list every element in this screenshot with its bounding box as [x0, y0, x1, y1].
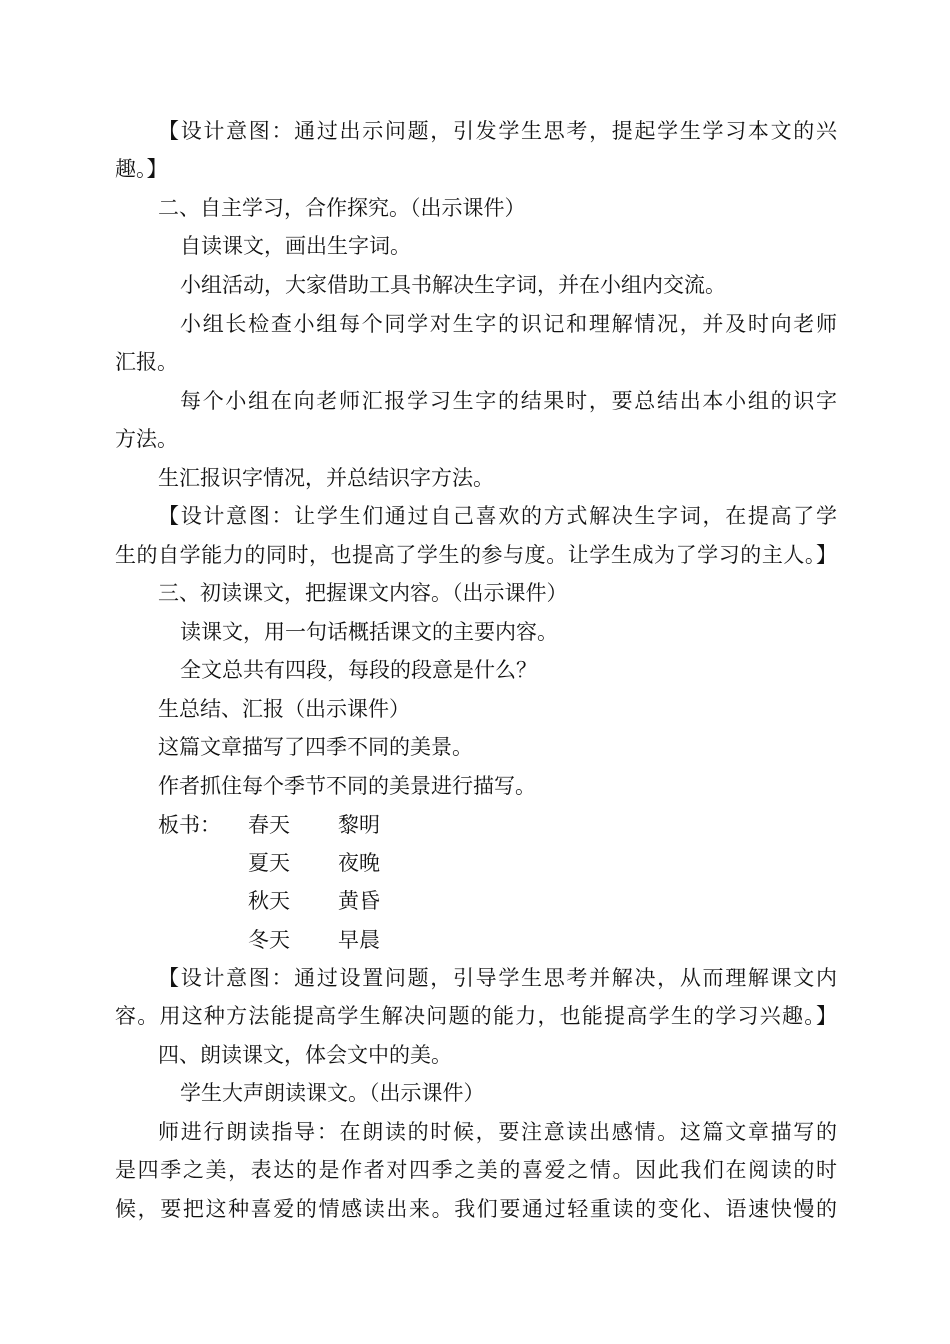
section-3-summary-task: 读课文，用一句话概括课文的主要内容。: [180, 620, 558, 644]
section-3-author-note: 作者抓住每个季节不同的美景进行描写。: [158, 774, 536, 798]
board-time: 早晨: [338, 928, 380, 952]
section-3-description: 这篇文章描写了四季不同的美景。: [158, 735, 473, 759]
group-report-line-2: 方法。: [115, 427, 178, 451]
board-label: 板书：: [158, 813, 221, 837]
section-3-question: 全文总共有四段，每段的段意是什么？: [180, 658, 537, 682]
board-time: 夜晚: [338, 851, 380, 875]
section-4-heading: 四、朗读课文，体会文中的美。: [158, 1043, 452, 1067]
group-report-line-1: 每个小组在向老师汇报学习生字的结果时，要总结出本小组的识字: [180, 389, 837, 413]
reading-guidance-line-3: 候，要把这种喜爱的情感读出来。我们要通过轻重读的变化、语速快慢的: [115, 1197, 837, 1221]
design-intent-1-line-1: 【设计意图：通过出示问题，引发学生思考，提起学生学习本文的兴: [158, 119, 837, 143]
design-intent-2-line-1: 【设计意图：让学生们通过自己喜欢的方式解决生字词，在提高了学: [158, 504, 837, 528]
board-season: 夏天: [248, 851, 290, 875]
leader-check-line-2: 汇报。: [115, 350, 178, 374]
section-4-read-aloud: 学生大声朗读课文。（出示课件）: [180, 1081, 485, 1105]
design-intent-1-line-2: 趣。】: [115, 157, 168, 181]
reading-guidance-line-2: 是四季之美，表达的是作者对四季之美的喜爱之情。因此我们在阅读的时: [115, 1158, 837, 1182]
design-intent-3-line-2: 容。用这种方法能提高学生解决问题的能力，也能提高学生的学习兴趣。】: [115, 1004, 837, 1028]
design-intent-2-line-2: 生的自学能力的同时，也提高了学生的参与度。让学生成为了学习的主人。】: [115, 543, 837, 567]
board-season: 春天: [248, 813, 290, 837]
board-season: 秋天: [248, 889, 290, 913]
student-report: 生汇报识字情况，并总结识字方法。: [158, 466, 494, 490]
design-intent-3-line-1: 【设计意图：通过设置问题，引导学生思考并解决，从而理解课文内: [158, 966, 837, 990]
board-time: 黎明: [338, 813, 380, 837]
reading-guidance-line-1: 师进行朗读指导：在朗读的时候，要注意读出感情。这篇文章描写的: [158, 1120, 837, 1144]
leader-check-line-1: 小组长检查小组每个同学对生字的识记和理解情况，并及时向老师: [180, 312, 837, 336]
board-season: 冬天: [248, 928, 290, 952]
board-time: 黄昏: [338, 889, 380, 913]
section-3-heading: 三、初读课文，把握课文内容。（出示课件）: [158, 581, 568, 605]
section-2-step-group: 小组活动，大家借助工具书解决生字词，并在小组内交流。: [180, 273, 726, 297]
section-3-student-summary: 生总结、汇报（出示课件）: [158, 697, 410, 721]
section-2-step-read: 自读课文，画出生字词。: [180, 234, 411, 258]
section-2-heading: 二、自主学习，合作探究。（出示课件）: [158, 196, 526, 220]
